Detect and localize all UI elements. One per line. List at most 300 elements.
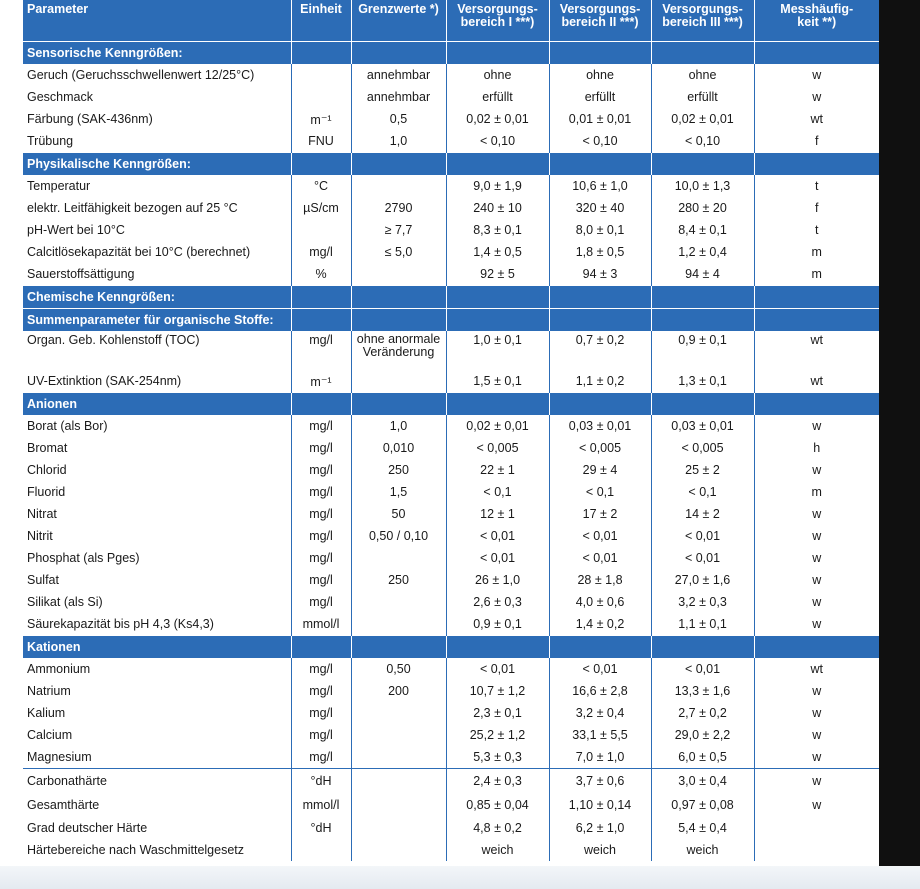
table-row: [23, 547, 879, 569]
cell-limit: annehmbar: [351, 64, 446, 86]
cell-area-1: 240 ± 10: [446, 197, 549, 219]
cell-area-3: 1,3 ± 0,1: [651, 370, 754, 393]
cell-limit: 0,50: [351, 658, 446, 680]
cell-unit: mg/l: [291, 241, 351, 263]
cell-parameter: Calcium: [23, 724, 291, 746]
cell-area-2: 7,0 ± 1,0: [549, 746, 651, 769]
cell-area-3: weich: [651, 839, 754, 861]
cell-frequency: wt: [810, 374, 823, 388]
table-row: [23, 86, 879, 108]
cell-frequency: [754, 817, 879, 839]
cell-area-1: 10,7 ± 1,2: [446, 680, 549, 702]
cell-unit: [291, 219, 351, 241]
water-analysis-table-wrapper: [23, 0, 879, 861]
section-header-fill: [651, 42, 754, 65]
cell-area-2: 3,7 ± 0,6: [549, 769, 651, 794]
cell-parameter: Geschmack: [23, 86, 291, 108]
cell-parameter: Färbung (SAK-436nm): [23, 108, 291, 130]
section-header-row: [23, 153, 879, 176]
cell-limit: 1,5: [351, 481, 446, 503]
section-header-fill: [754, 636, 879, 659]
cell-unit: m⁻¹: [291, 370, 351, 393]
table-row: [23, 175, 879, 197]
cell-area-3: < 0,01: [651, 658, 754, 680]
section-header-row: [23, 393, 879, 416]
cell-limit: [351, 613, 446, 636]
cell-area-1: 1,5 ± 0,1: [446, 370, 549, 393]
section-header-fill: [651, 393, 754, 416]
cell-area-2: 8,0 ± 0,1: [549, 219, 651, 241]
cell-area-3: 0,9 ± 0,1: [651, 331, 754, 370]
cell-area-1: weich: [446, 839, 549, 861]
cell-parameter: Phosphat (als Pges): [23, 547, 291, 569]
cell-area-3: ohne: [651, 64, 754, 86]
cell-frequency: w: [812, 507, 822, 521]
cell-area-2: < 0,005: [549, 437, 651, 459]
section-header-fill: [351, 393, 446, 416]
cell-area-1: < 0,01: [446, 525, 549, 547]
cell-area-2: ohne: [549, 64, 651, 86]
cell-unit: µS/cm: [291, 197, 351, 219]
cell-area-1: < 0,10: [446, 130, 549, 153]
section-header-fill: [549, 636, 651, 659]
section-header-fill: [351, 42, 446, 65]
cell-unit: m⁻¹: [291, 108, 351, 130]
cell-limit: 50: [351, 503, 446, 525]
cell-unit: mmol/l: [291, 613, 351, 636]
cell-limit: [351, 175, 446, 197]
cell-area-2: weich: [549, 839, 651, 861]
cell-unit: mg/l: [291, 525, 351, 547]
cell-parameter: Calcitlösekapazität bei 10°C (berechnet): [23, 241, 291, 263]
section-header-fill: [754, 153, 879, 176]
cell-frequency: m: [811, 245, 822, 259]
section-header-fill: [351, 153, 446, 176]
cell-limit: [351, 263, 446, 286]
table-row: [23, 459, 879, 481]
cell-unit: [291, 839, 351, 861]
cell-area-1: 5,3 ± 0,3: [446, 746, 549, 769]
cell-unit: mg/l: [291, 331, 351, 370]
cell-area-3: < 0,01: [651, 547, 754, 569]
section-title: Anionen: [23, 393, 291, 416]
cell-area-1: < 0,1: [446, 481, 549, 503]
cell-limit: 200: [351, 680, 446, 702]
cell-area-2: 320 ± 40: [549, 197, 651, 219]
cell-area-3: 3,0 ± 0,4: [651, 769, 754, 794]
table-row: [23, 525, 879, 547]
cell-area-3: 29,0 ± 2,2: [651, 724, 754, 746]
cell-unit: mg/l: [291, 459, 351, 481]
cell-frequency: m: [811, 267, 822, 281]
table-row: [23, 64, 879, 86]
cell-parameter: Nitrit: [23, 525, 291, 547]
section-title: Physikalische Kenngrößen:: [23, 153, 291, 176]
cell-area-3: 0,02 ± 0,01: [651, 108, 754, 130]
cell-parameter: elektr. Leitfähigkeit bezogen auf 25 °C: [23, 197, 291, 219]
cell-parameter: Sulfat: [23, 569, 291, 591]
header-unit: Einheit: [291, 0, 351, 42]
cell-area-3: 10,0 ± 1,3: [651, 175, 754, 197]
cell-limit: ≥ 7,7: [351, 219, 446, 241]
cell-area-2: 6,2 ± 1,0: [549, 817, 651, 839]
cell-frequency: [754, 839, 879, 861]
table-row: [23, 702, 879, 724]
section-header-row: [23, 286, 879, 309]
cell-area-1: < 0,01: [446, 547, 549, 569]
header-area-2: Versorgungs- bereich II ***): [549, 0, 651, 42]
cell-area-3: 0,97 ± 0,08: [651, 793, 754, 817]
cell-limit: [351, 591, 446, 613]
cell-parameter: pH-Wert bei 10°C: [23, 219, 291, 241]
section-header-fill: [549, 393, 651, 416]
cell-parameter: UV-Extinktion (SAK-254nm): [23, 370, 291, 393]
cell-area-1: erfüllt: [446, 86, 549, 108]
cell-parameter: Sauerstoffsättigung: [23, 263, 291, 286]
cell-frequency: t: [815, 179, 819, 193]
cell-frequency: f: [815, 201, 819, 215]
section-header-fill: [446, 153, 549, 176]
section-header-fill: [754, 393, 879, 416]
cell-area-3: < 0,005: [651, 437, 754, 459]
cell-area-3: 13,3 ± 1,6: [651, 680, 754, 702]
cell-parameter: Magnesium: [23, 746, 291, 769]
cell-area-2: < 0,01: [549, 547, 651, 569]
section-header-fill: [549, 42, 651, 65]
cell-area-1: 0,9 ± 0,1: [446, 613, 549, 636]
cell-area-1: < 0,01: [446, 658, 549, 680]
header-frequency: Messhäufig- keit **): [754, 0, 879, 42]
table-row: [23, 197, 879, 219]
header-limits: Grenzwerte *): [351, 0, 446, 42]
section-header-fill: [549, 309, 651, 332]
section-header-fill: [291, 286, 351, 309]
cell-area-3: 1,2 ± 0,4: [651, 241, 754, 263]
cell-area-2: 33,1 ± 5,5: [549, 724, 651, 746]
cell-unit: °C: [291, 175, 351, 197]
cell-area-2: 17 ± 2: [549, 503, 651, 525]
cell-area-1: 26 ± 1,0: [446, 569, 549, 591]
cell-area-1: 12 ± 1: [446, 503, 549, 525]
cell-frequency: w: [812, 419, 822, 433]
cell-unit: mg/l: [291, 415, 351, 437]
table-row: [23, 680, 879, 702]
section-header-fill: [446, 309, 549, 332]
section-title: Summenparameter für organische Stoffe:: [23, 309, 291, 332]
table-row: [23, 746, 879, 769]
cell-area-3: erfüllt: [651, 86, 754, 108]
section-title: Chemische Kenngrößen:: [23, 286, 291, 309]
cell-parameter: Silikat (als Si): [23, 591, 291, 613]
section-header-fill: [651, 153, 754, 176]
cell-area-2: 3,2 ± 0,4: [549, 702, 651, 724]
cell-limit: [351, 702, 446, 724]
cell-unit: °dH: [291, 817, 351, 839]
cell-parameter: Bromat: [23, 437, 291, 459]
cell-area-2: 0,7 ± 0,2: [549, 331, 651, 370]
cell-unit: °dH: [291, 769, 351, 794]
cell-parameter: Trübung: [23, 130, 291, 153]
table-row: [23, 769, 879, 794]
cell-parameter: Chlorid: [23, 459, 291, 481]
cell-area-1: 1,4 ± 0,5: [446, 241, 549, 263]
cell-area-1: < 0,005: [446, 437, 549, 459]
table-row: [23, 817, 879, 839]
cell-limit: 1,0: [351, 130, 446, 153]
cell-area-2: 29 ± 4: [549, 459, 651, 481]
cell-frequency: w: [812, 529, 822, 543]
cell-parameter: Natrium: [23, 680, 291, 702]
cell-area-2: 94 ± 3: [549, 263, 651, 286]
cell-area-3: 280 ± 20: [651, 197, 754, 219]
cell-limit: [351, 817, 446, 839]
cell-parameter: Temperatur: [23, 175, 291, 197]
cell-limit: [351, 839, 446, 861]
cell-area-3: 27,0 ± 1,6: [651, 569, 754, 591]
cell-frequency: t: [815, 223, 819, 237]
cell-area-1: 92 ± 5: [446, 263, 549, 286]
cell-limit: ohne anormale Veränderung: [351, 331, 446, 370]
cell-frequency: wt: [810, 333, 823, 347]
section-header-fill: [754, 286, 879, 309]
cell-area-2: < 0,1: [549, 481, 651, 503]
cell-area-2: < 0,01: [549, 658, 651, 680]
table-row: [23, 591, 879, 613]
cell-frequency: w: [812, 68, 822, 82]
table-row: [23, 263, 879, 286]
cell-area-3: 8,4 ± 0,1: [651, 219, 754, 241]
section-header-fill: [291, 393, 351, 416]
cell-unit: mg/l: [291, 746, 351, 769]
cell-frequency: f: [815, 134, 819, 148]
cell-area-1: 4,8 ± 0,2: [446, 817, 549, 839]
header-parameter: Parameter: [23, 0, 291, 42]
section-header-fill: [549, 153, 651, 176]
cell-limit: [351, 547, 446, 569]
cell-limit: 0,010: [351, 437, 446, 459]
cell-parameter: Gesamthärte: [23, 793, 291, 817]
cell-area-2: 1,10 ± 0,14: [549, 793, 651, 817]
cell-frequency: w: [754, 769, 879, 794]
cell-limit: [351, 769, 446, 794]
cell-area-1: 2,6 ± 0,3: [446, 591, 549, 613]
section-header-fill: [351, 309, 446, 332]
cell-area-1: 0,02 ± 0,01: [446, 108, 549, 130]
table-row: [23, 569, 879, 591]
cell-area-2: 1,1 ± 0,2: [549, 370, 651, 393]
table-row: [23, 415, 879, 437]
cell-unit: mg/l: [291, 503, 351, 525]
table-body: [23, 42, 879, 862]
cell-unit: mg/l: [291, 724, 351, 746]
cell-area-1: 2,3 ± 0,1: [446, 702, 549, 724]
cell-parameter: Ammonium: [23, 658, 291, 680]
cell-area-2: 4,0 ± 0,6: [549, 591, 651, 613]
cell-limit: 250: [351, 459, 446, 481]
header-row: [23, 0, 879, 42]
cell-frequency: w: [812, 617, 822, 631]
cell-frequency: wt: [810, 112, 823, 126]
cell-parameter: Fluorid: [23, 481, 291, 503]
cell-area-3: 0,03 ± 0,01: [651, 415, 754, 437]
cell-area-1: 9,0 ± 1,9: [446, 175, 549, 197]
cell-area-3: 1,1 ± 0,1: [651, 613, 754, 636]
cell-area-2: 16,6 ± 2,8: [549, 680, 651, 702]
cell-unit: mg/l: [291, 547, 351, 569]
header-area-1: Versorgungs- bereich I ***): [446, 0, 549, 42]
cell-frequency: wt: [810, 662, 823, 676]
cell-frequency: w: [812, 595, 822, 609]
table-row: [23, 437, 879, 459]
cell-area-3: < 0,01: [651, 525, 754, 547]
section-header-fill: [291, 153, 351, 176]
section-header-fill: [291, 42, 351, 65]
cell-unit: FNU: [291, 130, 351, 153]
section-header-fill: [549, 286, 651, 309]
section-header-fill: [446, 42, 549, 65]
cell-area-2: < 0,01: [549, 525, 651, 547]
cell-area-3: 5,4 ± 0,4: [651, 817, 754, 839]
section-title: Sensorische Kenngrößen:: [23, 42, 291, 65]
cell-limit: [351, 370, 446, 393]
cell-area-3: 6,0 ± 0,5: [651, 746, 754, 769]
section-header-fill: [754, 309, 879, 332]
table-row: [23, 658, 879, 680]
table-row: [23, 370, 879, 393]
section-header-row: [23, 42, 879, 65]
cell-limit: 0,5: [351, 108, 446, 130]
cell-limit: annehmbar: [351, 86, 446, 108]
table-row: [23, 241, 879, 263]
section-header-fill: [651, 309, 754, 332]
cell-area-1: 25,2 ± 1,2: [446, 724, 549, 746]
cell-parameter: Säurekapazität bis pH 4,3 (Ks4,3): [23, 613, 291, 636]
section-header-fill: [351, 286, 446, 309]
table-row: [23, 503, 879, 525]
cell-frequency: w: [812, 706, 822, 720]
cell-limit: [351, 793, 446, 817]
cell-frequency: w: [812, 728, 822, 742]
cell-area-3: 94 ± 4: [651, 263, 754, 286]
cell-area-3: 3,2 ± 0,3: [651, 591, 754, 613]
table-row: [23, 613, 879, 636]
section-header-row: [23, 636, 879, 659]
water-analysis-table: [23, 0, 879, 861]
section-header-fill: [754, 42, 879, 65]
cell-limit: [351, 746, 446, 769]
cell-frequency: w: [812, 90, 822, 104]
cell-frequency: w: [812, 551, 822, 565]
cell-limit: [351, 724, 446, 746]
cell-frequency: w: [812, 573, 822, 587]
table-row: [23, 724, 879, 746]
cell-limit: 250: [351, 569, 446, 591]
cell-area-2: 10,6 ± 1,0: [549, 175, 651, 197]
cell-area-2: 28 ± 1,8: [549, 569, 651, 591]
section-header-fill: [651, 286, 754, 309]
cell-unit: %: [291, 263, 351, 286]
cell-parameter: Kalium: [23, 702, 291, 724]
cell-unit: [291, 64, 351, 86]
cell-unit: mg/l: [291, 591, 351, 613]
table-row: [23, 331, 879, 370]
cell-limit: 0,50 / 0,10: [351, 525, 446, 547]
section-header-row: [23, 309, 879, 332]
cell-area-2: 1,4 ± 0,2: [549, 613, 651, 636]
cell-area-2: erfüllt: [549, 86, 651, 108]
cell-parameter: Grad deutscher Härte: [23, 817, 291, 839]
cell-area-2: 1,8 ± 0,5: [549, 241, 651, 263]
cell-area-3: < 0,10: [651, 130, 754, 153]
cell-frequency: w: [812, 684, 822, 698]
cell-unit: mg/l: [291, 569, 351, 591]
cell-parameter: Geruch (Geruchsschwellenwert 12/25°C): [23, 64, 291, 86]
cell-area-3: 14 ± 2: [651, 503, 754, 525]
dark-side-band: [879, 0, 920, 889]
section-header-fill: [446, 286, 549, 309]
cell-limit: 2790: [351, 197, 446, 219]
cell-area-1: 22 ± 1: [446, 459, 549, 481]
section-header-fill: [651, 636, 754, 659]
cell-unit: [291, 86, 351, 108]
cell-area-2: < 0,10: [549, 130, 651, 153]
cell-area-1: 0,85 ± 0,04: [446, 793, 549, 817]
cell-unit: mg/l: [291, 481, 351, 503]
cell-area-3: 2,7 ± 0,2: [651, 702, 754, 724]
cell-parameter: Organ. Geb. Kohlenstoff (TOC): [23, 331, 291, 370]
section-header-fill: [291, 309, 351, 332]
table-row: [23, 481, 879, 503]
cell-parameter: Borat (als Bor): [23, 415, 291, 437]
table-row: [23, 793, 879, 817]
cell-parameter: Carbonathärte: [23, 769, 291, 794]
cell-parameter: Nitrat: [23, 503, 291, 525]
cell-area-3: < 0,1: [651, 481, 754, 503]
cell-unit: mg/l: [291, 702, 351, 724]
page-bottom-band: [0, 866, 920, 889]
section-header-fill: [351, 636, 446, 659]
cell-area-2: 0,01 ± 0,01: [549, 108, 651, 130]
header-area-3: Versorgungs- bereich III ***): [651, 0, 754, 42]
cell-unit: mg/l: [291, 658, 351, 680]
table-row: [23, 219, 879, 241]
cell-area-1: 0,02 ± 0,01: [446, 415, 549, 437]
cell-frequency: w: [812, 798, 822, 812]
cell-limit: 1,0: [351, 415, 446, 437]
cell-frequency: h: [813, 441, 821, 455]
section-header-fill: [446, 393, 549, 416]
cell-unit: mg/l: [291, 437, 351, 459]
section-header-fill: [446, 636, 549, 659]
cell-frequency: w: [812, 463, 822, 477]
cell-parameter: Härtebereiche nach Waschmittelgesetz: [23, 839, 291, 861]
cell-unit: mmol/l: [291, 793, 351, 817]
cell-limit: ≤ 5,0: [351, 241, 446, 263]
table-row: [23, 839, 879, 861]
cell-area-3: 25 ± 2: [651, 459, 754, 481]
cell-unit: mg/l: [291, 680, 351, 702]
cell-area-1: 1,0 ± 0,1: [446, 331, 549, 370]
cell-area-1: ohne: [446, 64, 549, 86]
cell-frequency: m: [811, 485, 822, 499]
table-row: [23, 108, 879, 130]
cell-area-1: 2,4 ± 0,3: [446, 769, 549, 794]
section-title: Kationen: [23, 636, 291, 659]
cell-area-1: 8,3 ± 0,1: [446, 219, 549, 241]
table-row: [23, 130, 879, 153]
cell-frequency: w: [812, 750, 822, 764]
section-header-fill: [291, 636, 351, 659]
